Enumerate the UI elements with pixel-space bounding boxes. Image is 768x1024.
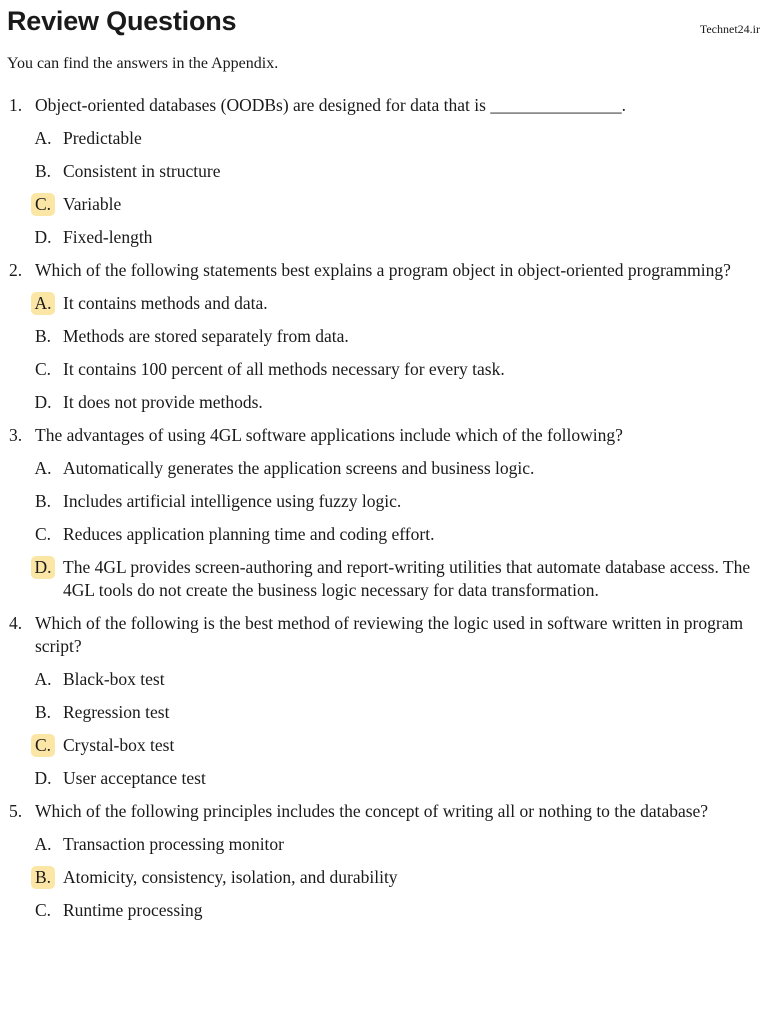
- answer-option: [0, 160, 768, 183]
- answer-letter: D.: [34, 392, 52, 412]
- answer-option: [0, 490, 768, 513]
- question-stem: [0, 424, 768, 447]
- answer-option: [0, 325, 768, 348]
- answer-text: Atomicity, consistency, isolation, and durability: [63, 867, 398, 887]
- answer-text: Runtime processing: [63, 900, 203, 920]
- page-title: Review Questions: [7, 6, 237, 36]
- answer-option: [0, 391, 768, 414]
- answer-text: Methods are stored separately from data.: [63, 326, 349, 346]
- answer-text: Variable: [63, 194, 122, 214]
- answer-text: It contains 100 percent of all methods necessary for every task.: [63, 359, 505, 379]
- question-text: The advantages of using 4GL software applications include which of the following?: [35, 425, 623, 445]
- answer-letter: A.: [34, 458, 52, 478]
- answer-option: [0, 767, 768, 790]
- answer-letter-highlighted: B.: [31, 866, 55, 889]
- answer-text: Crystal-box test: [63, 735, 175, 755]
- answer-text: It contains methods and data.: [63, 293, 268, 313]
- question-item: [0, 259, 768, 414]
- question-item: [0, 800, 768, 922]
- question-text: Which of the following principles includes the concept of writing all or nothing to the database?: [35, 801, 709, 821]
- answer-option: [0, 358, 768, 381]
- answer-letter: A.: [34, 834, 52, 854]
- answer-text: Reduces application planning time and coding effort.: [63, 524, 435, 544]
- answer-text: Consistent in structure: [63, 161, 221, 181]
- answer-option: [0, 556, 768, 602]
- intro-text: You can find the answers in the Appendix.: [7, 55, 279, 72]
- question-stem: [0, 94, 768, 117]
- question-number: 5.: [9, 801, 23, 821]
- question-list: [0, 94, 768, 932]
- answer-letter: B.: [34, 161, 52, 181]
- answer-letter: A.: [34, 128, 52, 148]
- question-number: 1.: [9, 95, 23, 115]
- answer-letter-highlighted: A.: [31, 292, 55, 315]
- answer-option: [0, 127, 768, 150]
- question-stem: [0, 612, 768, 658]
- question-item: [0, 612, 768, 790]
- answer-letter: C.: [34, 900, 52, 920]
- answer-option: [0, 734, 768, 757]
- answer-option: [0, 668, 768, 691]
- answer-text: It does not provide methods.: [63, 392, 263, 412]
- answer-text: Regression test: [63, 702, 170, 722]
- answer-letter: C.: [34, 359, 52, 379]
- answer-text: Transaction processing monitor: [63, 834, 284, 854]
- answer-option: [0, 193, 768, 216]
- watermark-text: Technet24.ir: [699, 22, 760, 36]
- answer-option: [0, 833, 768, 856]
- question-number: 2.: [9, 260, 23, 280]
- answer-option: [0, 899, 768, 922]
- question-text: Object-oriented databases (OODBs) are designed for data that is _______________.: [35, 95, 626, 115]
- question-stem: [0, 800, 768, 823]
- answer-option: [0, 866, 768, 889]
- answer-text: Black-box test: [63, 669, 165, 689]
- answer-option: [0, 701, 768, 724]
- answer-text: User acceptance test: [63, 768, 206, 788]
- answer-option: [0, 523, 768, 546]
- question-number: 4.: [9, 613, 23, 633]
- question-number: 3.: [9, 425, 23, 445]
- answer-option: [0, 292, 768, 315]
- answer-text: Fixed-length: [63, 227, 153, 247]
- answer-letter: C.: [34, 524, 52, 544]
- answer-letter: B.: [34, 326, 52, 346]
- answer-letter: D.: [34, 227, 52, 247]
- answer-letter: A.: [34, 669, 52, 689]
- answer-text: Includes artificial intelligence using fuzzy logic.: [63, 491, 402, 511]
- answer-letter: D.: [34, 768, 52, 788]
- answer-letter: B.: [34, 491, 52, 511]
- question-text: Which of the following statements best explains a program object in object-oriented programming?: [35, 260, 731, 280]
- answer-option: [0, 226, 768, 249]
- answer-option: [0, 457, 768, 480]
- question-text: Which of the following is the best method of reviewing the logic used in software written in program script?: [35, 613, 744, 656]
- answer-text: The 4GL provides screen-authoring and report-writing utilities that automate database access. The 4GL tools do not create the business logic necessary for data transformation.: [63, 557, 751, 600]
- answer-letter-highlighted: C.: [31, 734, 55, 757]
- question-item: [0, 94, 768, 249]
- answer-letter-highlighted: C.: [31, 193, 55, 216]
- answer-letter-highlighted: D.: [31, 556, 55, 579]
- question-item: [0, 424, 768, 602]
- answer-letter: B.: [34, 702, 52, 722]
- answer-text: Automatically generates the application screens and business logic.: [63, 458, 535, 478]
- answer-text: Predictable: [63, 128, 142, 148]
- question-stem: [0, 259, 768, 282]
